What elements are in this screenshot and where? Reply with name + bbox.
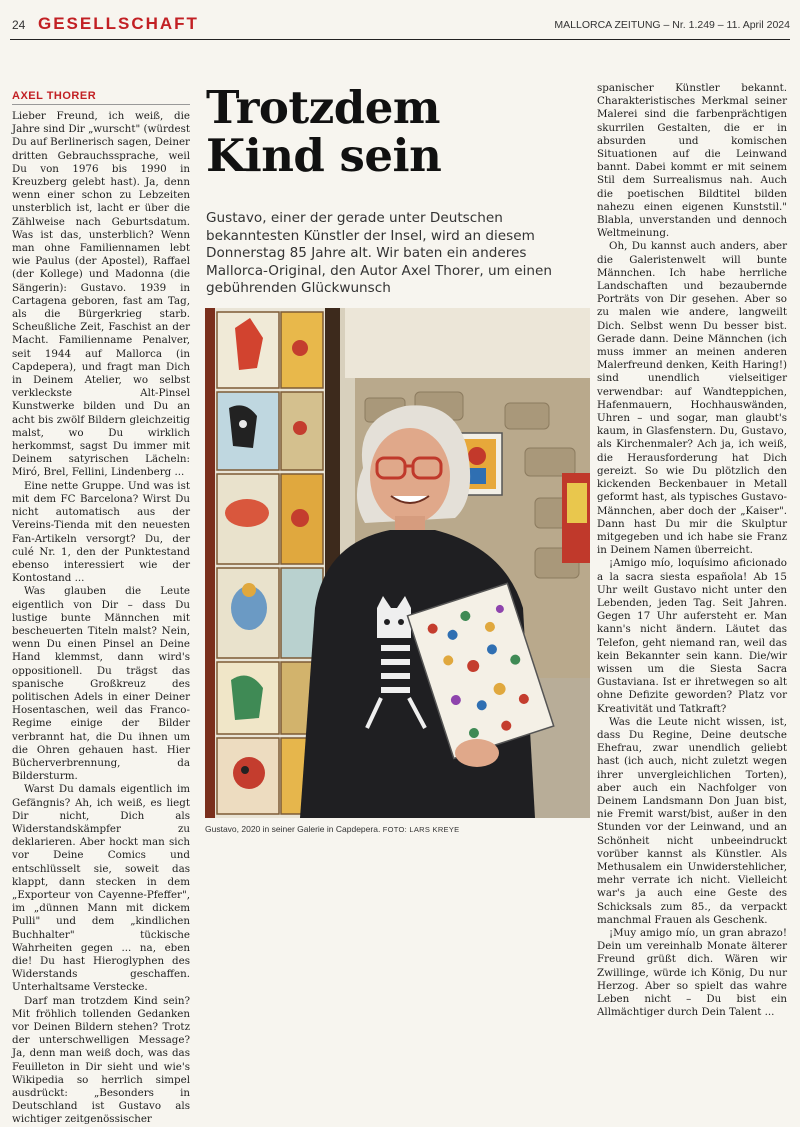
paragraph: Eine nette Gruppe. Und was ist mit dem FC Barcelona? Wirst Du nicht automatisch aus der Vereins-Tienda mit den neuesten Fan-Artikeln versorgt? Du, der culé Nr. 1, den der Punktestand ebenso interessiert wie der Kontostand ... bbox=[12, 479, 190, 585]
paragraph: ¡Muy amigo mío, un gran abrazo! Dein um vereinhalb Monate älterer Freund grüßt dich. Wären wir Zwillinge, würde ich König, Du nur Herzog. Aber so spielt das wahre Leben nicht – Du bist ein Allmächtiger durch Dein Talent ... bbox=[597, 927, 787, 1019]
article-photo bbox=[205, 308, 590, 818]
photo-credit: FOTO: LARS KREYE bbox=[382, 825, 460, 834]
paragraph: Lieber Freund, ich weiß, die Jahre sind Dir „wurscht" (würdest Du auf Berlinerisch sagen, Deiner dritten Gebrauchssprache, weil Du von 1976 bis 1990 in Kreuzberg gelebt hast). Ja, denn wenn einer schon zu Lebzeiten unsterblich ist, lacht er über die Zählweise nach Geburtsdatum. Was ist das, unsterblich? Wenn man ohne Familiennamen lebt wie Paulus (der Apostel), Raffael (der Kollege) und Madonna (die Sängerin): Gustavo. 1939 in Cartagena geboren, fast am Tag, als die Bürgerkrieg starb. Scheußliche Zeit, Faschist an der Macht. Familienname Penalver, seit 1944 auf Mallorca (in Capdepera), und fragt man Dich in Deinem Atelier, wo selbst verkleckste Alt-Pinsel Kunstwerke bilden und Du an acht bis zwölf Bildern gleichzeitig malst, wo Du wirklich herkommst, sagst Du immer mit Deinem satyrischen Lächeln: Miró, Brel, Fellini, Lindenberg ... bbox=[12, 110, 190, 479]
issue-line: MALLORCA ZEITUNG – Nr. 1.249 – 11. April 2024 bbox=[554, 19, 790, 31]
paragraph: ¡Amigo mío, loquísimo aficionado a la sacra siesta española! Ab 15 Uhr weilt Gustavo nicht unter den Lebenden, jeden Tag. Seit Jahren. Gegen 17 Uhr aufersteht er. Man kann's nicht ändern. Läutet das Telefon, geht niemand ran, weil das kein Bekannter sein kann. Die/wir wissen um die Siesta Sacra Gustaviana. Ist er ihretwegen so alt ohne Defizite geworden? Platz vor Kreativität und Tatkraft? bbox=[597, 557, 787, 715]
page-number: 24 bbox=[12, 18, 26, 32]
headline-line-1: Trotzdem bbox=[206, 81, 440, 134]
article-column-right bbox=[597, 82, 787, 1019]
paragraph: Oh, Du kannst auch anders, aber die Galeristenwelt will bunte Männchen. Ich habe herrliche Landschaften und bezaubernde Porträts von Dir gesehen. Aber so zu malen wie andere, langweilt Dich. Selbst wenn Du besser bist. Gerade dann. Deine Männchen (ich muss immer an meinen anderen Malerfreund denken, Keith Haring!) sind unendlich vielseitiger verwendbar: auf Wandteppichen, Hafenmauern, Hochhauswänden, Uhren – und sogar, man glaubt's kaum, in Glasfenstern. Du, Gustavo, als Kirchenmaler? Ach ja, ich weiß, die Herausforderung hat Dich gereizt. So wie Du plötzlich den kickenden Beckenbauer in Metall geformt hast, als typisches Gustavo-Männchen, aber doch der „Kaiser". Dann hast Du mir die Skulptur mitgegeben und ich habe sie Franz in Deinem Namen überreicht. bbox=[597, 240, 787, 557]
author-byline: AXEL THORER bbox=[12, 90, 97, 102]
article-column-left bbox=[12, 110, 190, 1126]
paragraph: Was die Leute nicht wissen, ist, dass Du Regine, Deine deutsche Ehefrau, zwar unendlich geliebt hast (ich auch, nicht zuletzt wegen ihrer unvergleichlichen Torten), aber auch ein Nachfolger von Deinem Landsmann Don Juan bist, nie Fremit warst/bist, außer in den Stunden vor der Leinwand, und an Schönheit nicht unbeeindruckt vorüber kannst als Künstler. Als Methusalem ein Unwiderstehlicher, mehr verrate ich nicht. Vielleicht war's ja auch eine Geste des Schicksals zum 85., da verpackt manchmal Frauen als Geschenk. bbox=[597, 715, 787, 926]
page-header bbox=[10, 14, 790, 40]
paragraph: spanischer Künstler bekannt. Charakteristisches Merkmal seiner Malerei sind die farbenprächtigen skurrilen Gestalten, die er in absurden und komischen Situationen auf die Leinwand bannt. Dabei kommt er mit seinem Stil dem Surrealismus nah. Auch die poetischen Bildtitel bilden nahezu einen eigenen Kunststil." Blabla, unverstanden und dennoch Weltmeinung. bbox=[597, 82, 787, 240]
paragraph: Was glauben die Leute eigentlich von Dir – dass Du lustige bunte Männchen mit bescheuerten Titeln malst? Nein, wenn Du einen Pinsel an Deine Hand klemmst, dann wird's oppositionell. Du trägst das spanische Großkreuz des politischen Adels in einer Deiner Hosentaschen, weil das Franco-Regime einige der Bilder verbrannt hat, die Du ihnen um die Ohren gehauen hast. Hier Bücherverbrennung, da Bildersturm. bbox=[12, 585, 190, 783]
caption-text: Gustavo, 2020 in seiner Galerie in Capdepera. bbox=[205, 824, 381, 834]
paragraph: Warst Du damals eigentlich im Gefängnis? Ah, ich weiß, es liegt Dir nicht, Dich als Widerstandskämpfer zu deklarieren. Aber hockt man sich vor Deine Comics und entschlüsselt sie, soweit das klappt, dann stecken in dem „Exporteur von Cayenne-Pfeffer", im „dünnen Mann mit dickem Pulli" und dem „kindlichen Buchhalter" tückische Wahrheiten gegen ... na, eben die! Du hast Hieroglyphen des Widerstands geschaffen. Unterhaltsame Verstecke. bbox=[12, 783, 190, 994]
headline bbox=[206, 81, 586, 182]
article-deck: Gustavo, einer der gerade unter Deutschen bekanntesten Künstler der Insel, wird an diesem Donnerstag 85 Jahre alt. Wir baten ein anderes Mallorca-Original, den Autor Axel Thorer, um einen gebührenden Glückwunsch bbox=[206, 210, 552, 297]
paragraph: Darf man trotzdem Kind sein? Mit fröhlich tollenden Gedanken vor Deinen Bildern stehen? Trotz der unterschwelligen Message? Ja, denn man weiß doch, was das Feuilleton in Dir sieht und wie's Wikipedia so herrlich simpel ausdrückt: „Besonders in Deutschland ist Gustavo als wichtiger zeitgenössischer bbox=[12, 994, 190, 1126]
photo-caption bbox=[205, 824, 590, 834]
section-title: GESELLSCHAFT bbox=[38, 14, 199, 33]
column-rule bbox=[12, 104, 190, 105]
headline-line-2: Kind sein bbox=[206, 129, 442, 182]
